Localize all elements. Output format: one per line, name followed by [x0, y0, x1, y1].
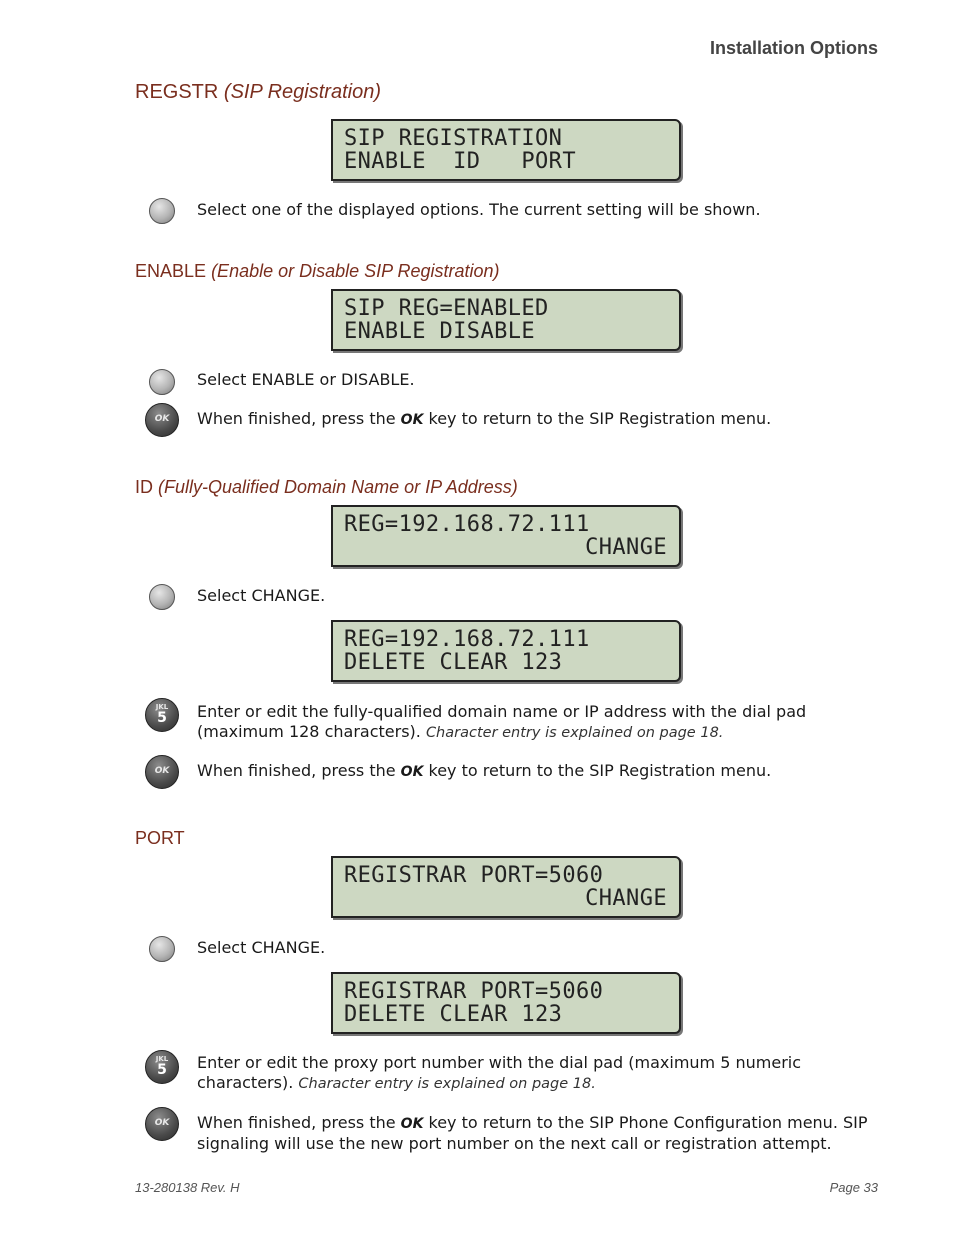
lcd-display-sip-reg-enabled [331, 289, 681, 351]
lcd-line-1: SIP REG=ENABLED [344, 296, 549, 321]
section-heading-port: PORT [135, 828, 185, 848]
lcd-line-1: SIP REGISTRATION [344, 126, 563, 151]
instruction-text: Enter or edit the proxy port number with the dial pad (maximum 5 numeric characters). Character entry is explained on page 18. [197, 1053, 802, 1092]
running-header: Installation Options [709, 38, 878, 58]
lcd-display-registrar-port [331, 856, 681, 918]
footer-page-number: Page 33 [829, 1180, 878, 1195]
softkey-button-icon[interactable] [149, 198, 175, 224]
lcd-display-reg-edit [331, 620, 681, 682]
instruction-text: Select one of the displayed options. The current setting will be shown. [197, 200, 761, 219]
instruction-text: Select CHANGE. [197, 586, 326, 605]
softkey-button-icon[interactable] [149, 584, 175, 610]
ok-key-icon[interactable]: OK [145, 403, 179, 437]
dial-pad-5-key-icon[interactable]: JKL 5 [145, 698, 179, 732]
softkey-button-icon[interactable] [149, 369, 175, 395]
instruction-text: When finished, press the OK key to return to the SIP Registration menu. [197, 409, 772, 428]
dial-pad-5-key-icon[interactable]: JKL 5 [145, 1050, 179, 1084]
ok-key-icon[interactable]: OK [145, 1107, 179, 1141]
lcd-line-2: ENABLE ID PORT [344, 149, 576, 174]
instruction-text: Enter or edit the fully-qualified domain name or IP address with the dial pad (maximum 128 characters). Character entry is explained on page 18. [197, 702, 807, 741]
lcd-line-1: REG=192.168.72.111 [344, 627, 590, 652]
footer-doc-id: 13-280138 Rev. H [135, 1180, 240, 1195]
softkey-button-icon[interactable] [149, 936, 175, 962]
section-heading-regstr: REGSTR (SIP Registration) [135, 81, 381, 103]
lcd-display-sip-registration [331, 119, 681, 181]
lcd-line-2: ENABLE DISABLE [344, 319, 536, 344]
lcd-line-2: CHANGE [585, 535, 667, 560]
ok-key-icon[interactable]: OK [145, 755, 179, 789]
section-heading-id: ID (Fully-Qualified Domain Name or IP Address) [135, 477, 518, 497]
lcd-line-2: DELETE CLEAR 123 [344, 1002, 563, 1027]
lcd-line-1: REG=192.168.72.111 [344, 512, 590, 537]
instruction-text: Select CHANGE. [197, 938, 326, 957]
instruction-text: When finished, press the OK key to return to the SIP Registration menu. [197, 761, 772, 780]
instruction-text: When finished, press the OK key to return to the SIP Phone Configuration menu. SIP signaling will use the new port number on the next call or registration attempt. [197, 1113, 868, 1153]
lcd-display-reg-address [331, 505, 681, 567]
lcd-display-registrar-port-edit [331, 972, 681, 1034]
instruction-text: Select ENABLE or DISABLE. [197, 370, 415, 389]
section-heading-enable: ENABLE (Enable or Disable SIP Registration) [135, 261, 500, 281]
lcd-line-1: REGISTRAR PORT=5060 [344, 979, 604, 1004]
lcd-line-2: DELETE CLEAR 123 [344, 650, 563, 675]
lcd-line-1: REGISTRAR PORT=5060 [344, 863, 604, 888]
lcd-line-2: CHANGE [585, 886, 667, 911]
